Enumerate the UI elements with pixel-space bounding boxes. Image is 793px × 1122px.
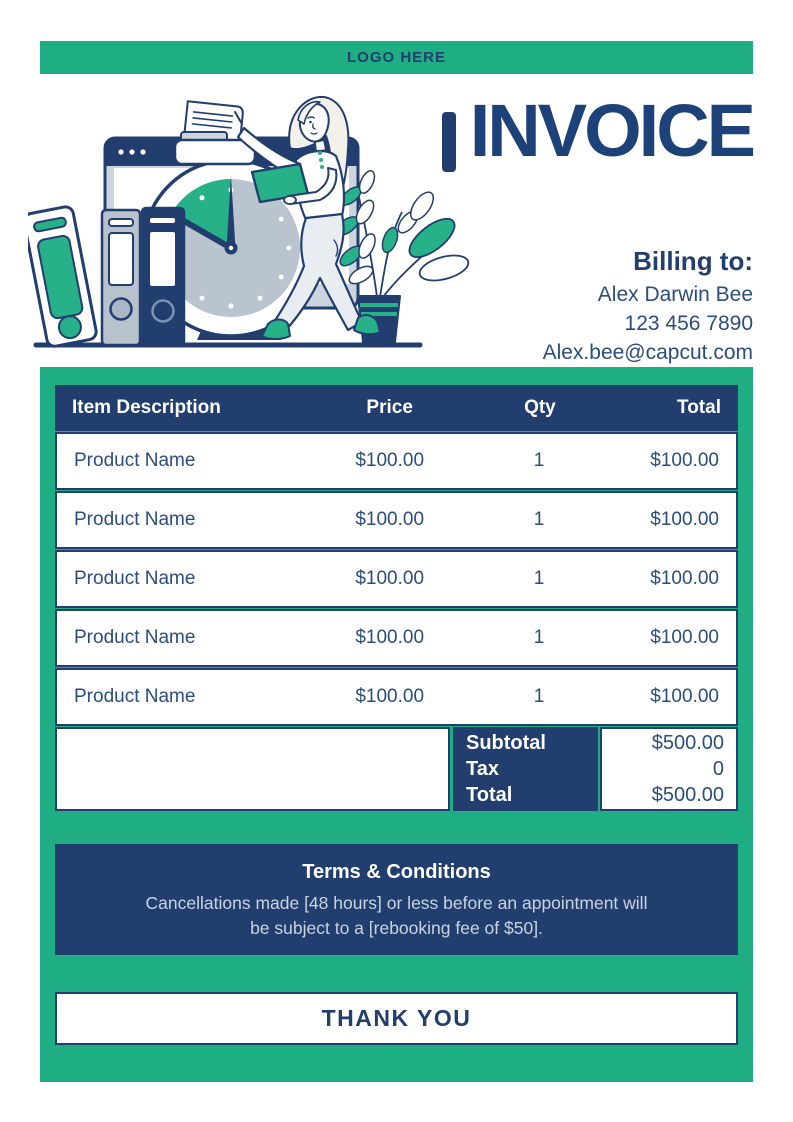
- terms-line-1: Cancellations made [48 hours] or less before an appointment will: [145, 893, 648, 913]
- tax-value: 0: [712, 758, 724, 780]
- total-cell: $100.00: [650, 627, 719, 648]
- accent-bar: [442, 112, 456, 172]
- price-cell: $100.00: [355, 686, 425, 707]
- total-cell: $100.00: [650, 509, 719, 530]
- page-title: INVOICE: [469, 89, 753, 172]
- billing-label: Billing to:: [633, 246, 753, 276]
- table-row: [55, 432, 738, 490]
- qty-cell: 1: [533, 686, 545, 707]
- item-description-cell: Product Name: [74, 568, 196, 589]
- hero-illustration: [28, 90, 488, 357]
- table-header-row: [55, 385, 738, 431]
- price-cell: $100.00: [355, 509, 425, 530]
- table-row: [55, 550, 738, 608]
- price-cell: $100.00: [355, 568, 425, 589]
- header-qty: Qty: [524, 397, 556, 418]
- thank-you-text: THANK YOU: [321, 1005, 472, 1031]
- terms-title: Terms & Conditions: [302, 861, 491, 883]
- thank-you-box: [55, 992, 738, 1045]
- header-price: Price: [366, 397, 413, 418]
- terms-box: [55, 844, 738, 955]
- qty-cell: 1: [533, 509, 545, 530]
- qty-cell: 1: [533, 627, 545, 648]
- summary-labels: [453, 727, 598, 811]
- summary-section: [55, 727, 738, 811]
- summary-spacer: [55, 727, 450, 811]
- binders-icon: [28, 206, 184, 348]
- tax-label: Tax: [466, 758, 499, 780]
- subtotal-label: Subtotal: [466, 732, 546, 754]
- billing-phone: 123 456 7890: [624, 312, 753, 335]
- summary-values: [600, 727, 738, 811]
- total-cell: $100.00: [650, 450, 719, 471]
- billing-block: [543, 246, 753, 367]
- table-row: [55, 491, 738, 549]
- item-description-cell: Product Name: [74, 627, 196, 648]
- table-row: [55, 609, 738, 667]
- total-cell: $100.00: [650, 686, 719, 707]
- item-description-cell: Product Name: [74, 686, 196, 707]
- total-label: Total: [466, 784, 513, 806]
- invoice-panel: [40, 367, 753, 1082]
- billing-name: Alex Darwin Bee: [597, 283, 753, 306]
- total-cell: $100.00: [650, 568, 719, 589]
- price-cell: $100.00: [355, 450, 425, 471]
- price-cell: $100.00: [355, 627, 425, 648]
- total-value: $500.00: [651, 784, 724, 806]
- subtotal-value: $500.00: [651, 732, 724, 754]
- header-total: Total: [677, 397, 721, 418]
- terms-line-2: be subject to a [rebooking fee of $50].: [250, 918, 543, 939]
- billing-email: Alex.bee@capcut.com: [542, 341, 753, 364]
- item-description-cell: Product Name: [74, 450, 196, 471]
- item-description-cell: Product Name: [74, 509, 196, 530]
- qty-cell: 1: [533, 568, 545, 589]
- logo-text: LOGO HERE: [346, 49, 446, 66]
- table-row: [55, 668, 738, 726]
- qty-cell: 1: [533, 450, 545, 471]
- office-scene-illustration: [28, 90, 488, 352]
- logo-bar: [40, 41, 753, 74]
- header-item-description: Item Description: [72, 397, 221, 418]
